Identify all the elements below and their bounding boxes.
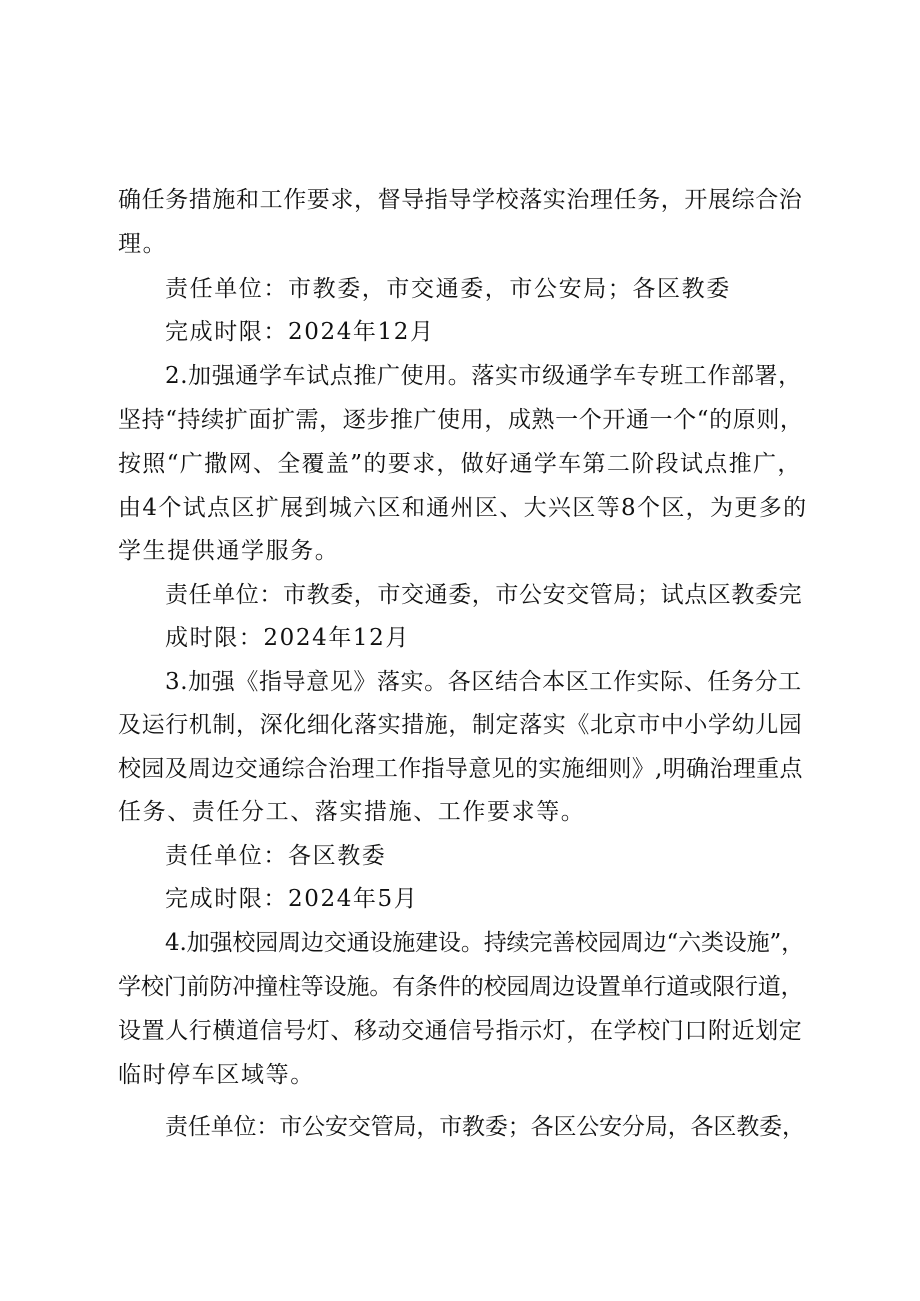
body-text-line: 按照“广撒网、全覆盖”的要求，做好通学车第二阶段试点推广， [118,451,802,477]
responsible-unit-line: 责任单位：各区教委 [165,843,387,869]
deadline-line: 成时限：2024年12月 [165,625,410,651]
deadline-line: 完成时限：2024年5月 [165,886,419,912]
body-text-line: 临时停车区域等。 [118,1062,315,1088]
body-text-line: 学校门前防冲撞柱等设施。有条件的校园周边设置单行道或限行道， [118,974,804,1000]
deadline-line: 完成时限：2024年12月 [165,319,435,345]
body-text-line: 理。 [118,231,168,257]
body-text-line: 由4个试点区扩展到城六区和通州区、大兴区等8个区，为更多的 [118,495,808,521]
item-heading-2: 2.加强通学车试点推广使用。落实市级通学车专班工作部署， [165,363,802,389]
body-text-line: 确任务措施和工作要求，督导指导学校落实治理任务，开展综合治 [118,187,803,213]
body-text-line: 坚持“持续扩面扩需，逐步推广使用，成熟一个开通一个“的原则， [118,407,804,433]
item-heading-3: 3.加强《指导意见》落实。各区结合本区工作实际、任务分工 [165,669,802,695]
body-text-line: 任务、责任分工、落实措施、工作要求等。 [118,799,586,825]
body-text-line: 学生提供通学服务。 [118,538,340,564]
body-text-line: 校园及周边交通综合治理工作指导意见的实施细则》,明确治理重点 [118,756,803,782]
body-text-line: 设置人行横道信号灯、移动交通信号指示灯，在学校门口附近划定 [118,1018,803,1044]
responsible-unit-line: 责任单位：市教委，市交通委，市公安局；各区教委 [165,276,731,302]
responsible-unit-line: 责任单位：市公安交管局，市教委；各区公安分局，各区教委， [165,1114,805,1140]
body-text-line: 及运行机制，深化细化落实措施，制定落实《北京市中小学幼儿园 [118,712,803,738]
responsible-unit-line: 责任单位：市教委，市交通委，市公安交管局；试点区教委完 [165,582,803,608]
item-heading-4: 4.加强校园周边交通设施建设。持续完善校园周边“六类设施”， [165,930,804,956]
